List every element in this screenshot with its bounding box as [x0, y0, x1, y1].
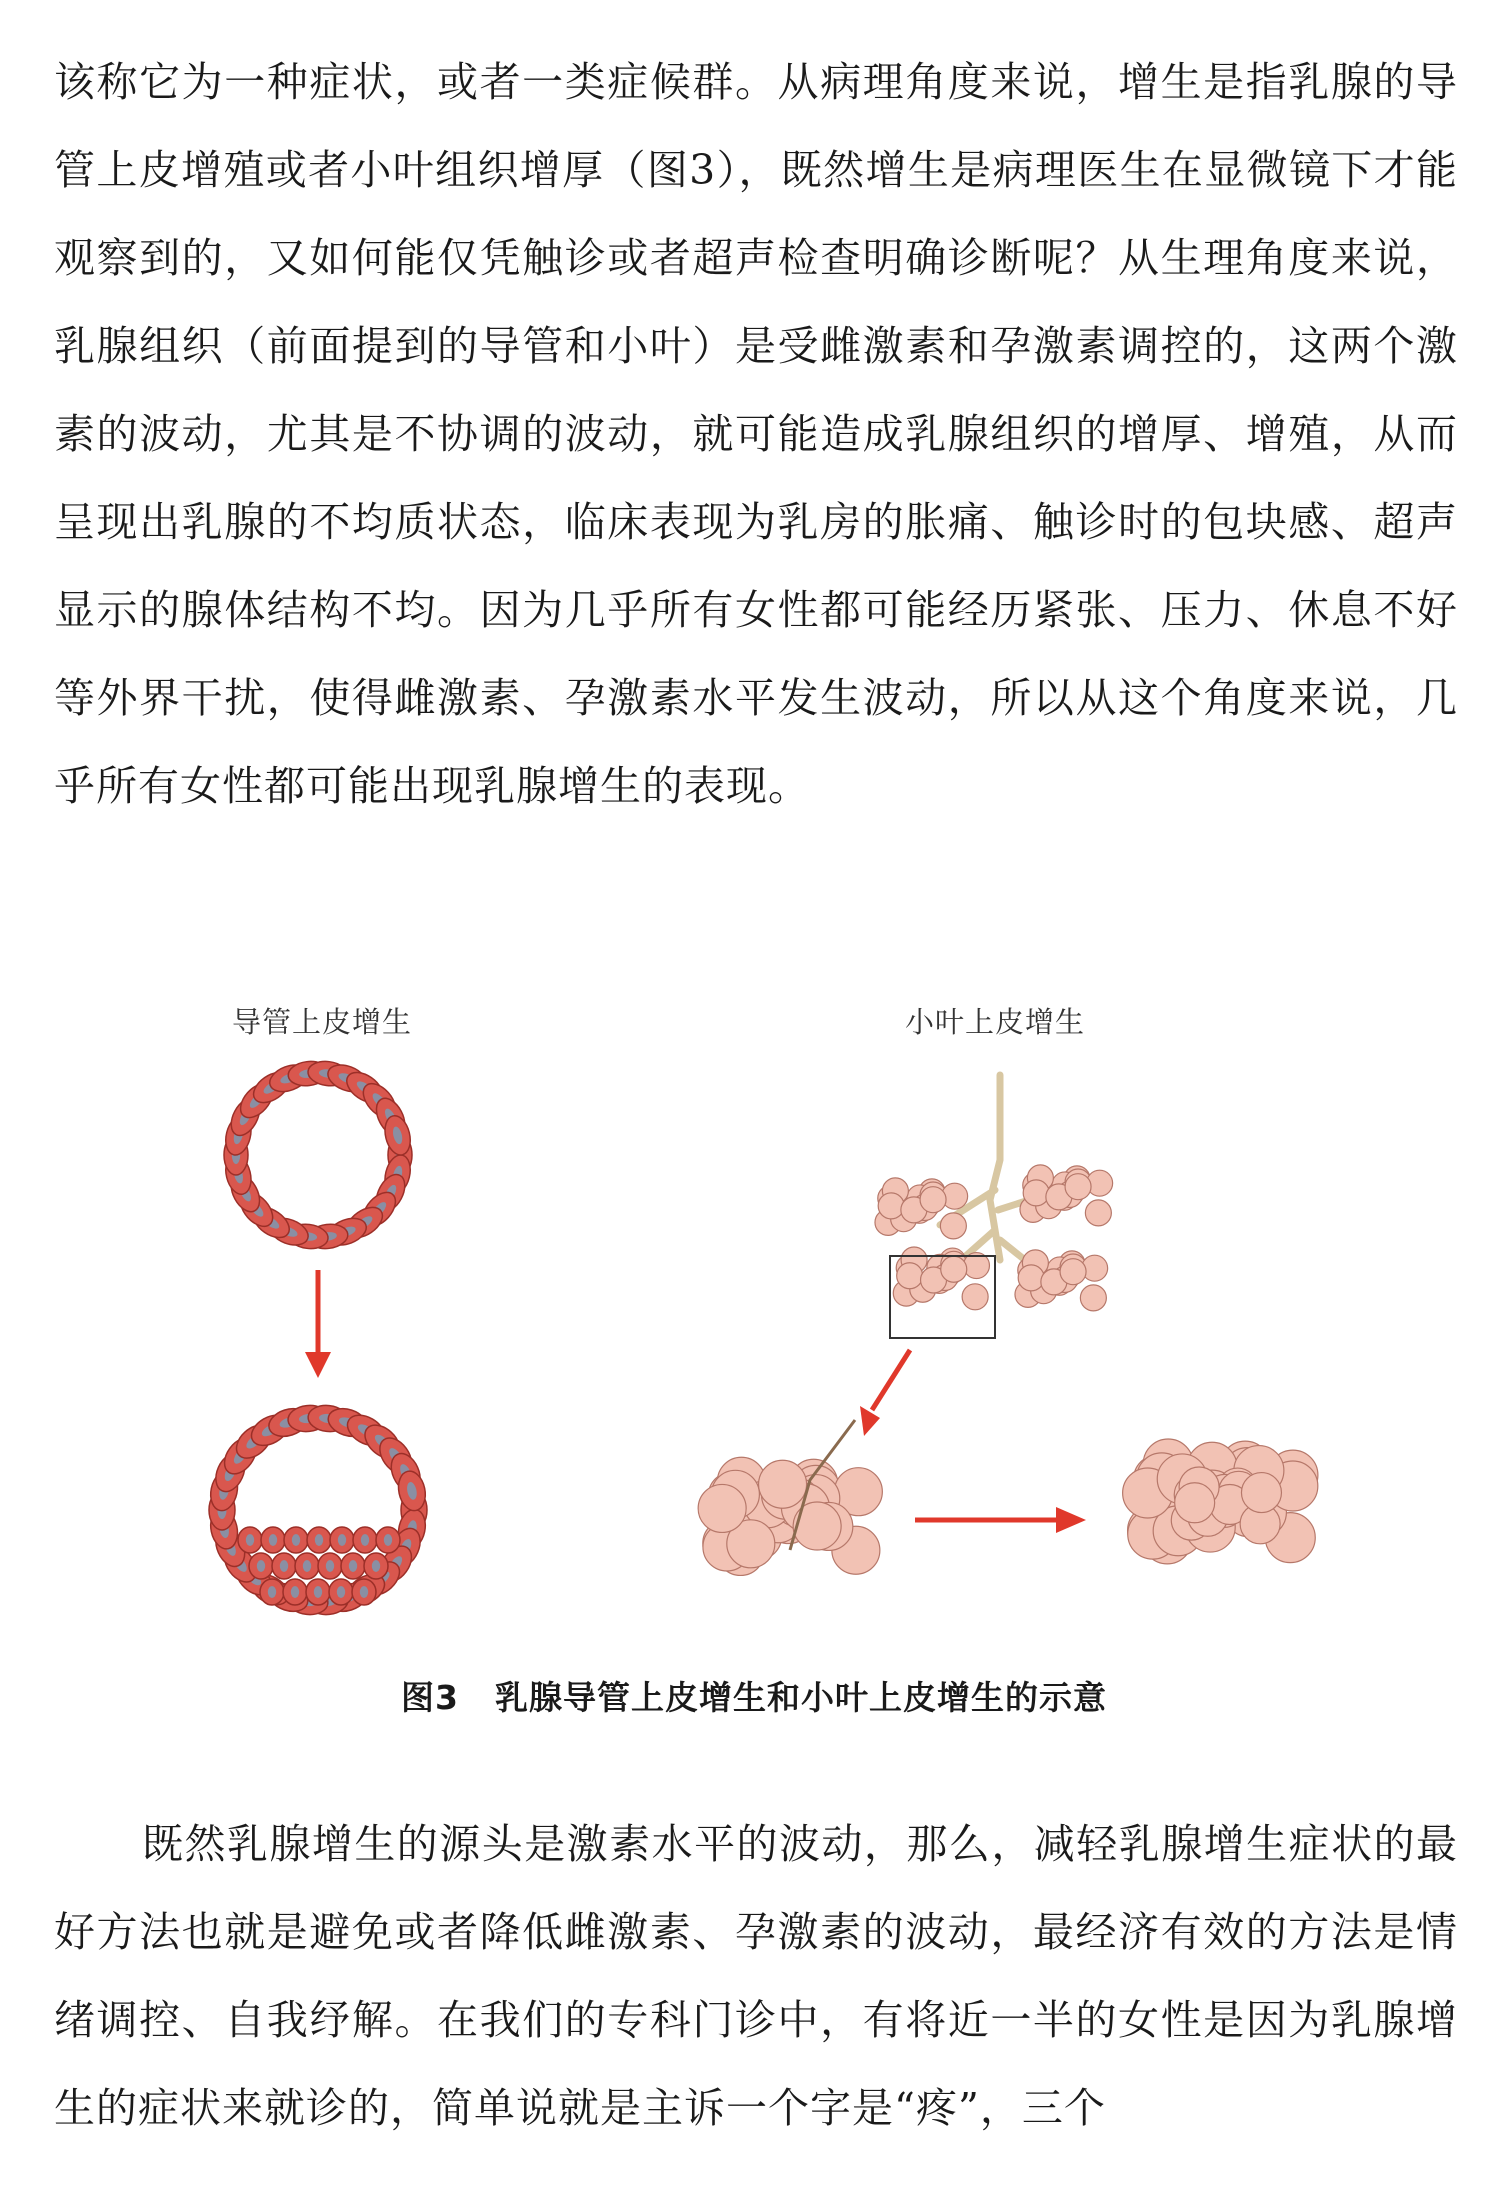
arrow-right-icon	[915, 1507, 1086, 1533]
arrow-diagonal-icon	[860, 1350, 910, 1436]
lobule-zoom-illustration	[698, 1420, 882, 1575]
acinus	[920, 1187, 946, 1213]
acinus	[962, 1284, 988, 1310]
epithelial-cell	[364, 1553, 388, 1579]
lobule-hyperplasia-illustration	[1123, 1439, 1318, 1564]
epithelial-cell	[318, 1553, 342, 1579]
acinus	[759, 1460, 807, 1508]
acinus	[1060, 1259, 1086, 1285]
acinus	[1175, 1483, 1215, 1523]
figure-3	[0, 960, 1508, 1740]
epithelial-cell	[238, 1527, 262, 1553]
epithelial-cell	[352, 1579, 376, 1605]
acinus	[1085, 1200, 1111, 1226]
acinus	[1080, 1285, 1106, 1311]
epithelial-cell	[353, 1527, 377, 1553]
arrow-down-icon	[305, 1270, 331, 1378]
acinus	[940, 1213, 966, 1239]
epithelial-cell	[341, 1553, 365, 1579]
figure-number: 图3	[401, 1678, 459, 1717]
epithelial-cell	[249, 1553, 273, 1579]
acinus	[1241, 1473, 1281, 1513]
epithelial-cell	[329, 1579, 353, 1605]
body-paragraph-1: 该称它为一种症状，或者一类症候群。从病理角度来说，增生是指乳腺的导管上皮增殖或者小叶组织增厚（图3），既然增生是病理医生在显微镜下才能观察到的，又如何能仅凭触诊或者超声检查明确诊断呢？从生理角度来说，乳腺组织（前面提到的导管和小叶）是受雌激素和孕激素调控的，这两个激素的波动，尤其是不协调的波动，就可能造成乳腺组织的增厚、增殖，从而呈现出乳腺的不均质状态，临床表现为乳房的胀痛、触诊时的包块感、超声显示的腺体结构不均。因为几乎所有女性都可能经历紧张、压力、休息不好等外界干扰，使得雌激素、孕激素水平发生波动，所以从这个角度来说，几乎所有女性都可能出现乳腺增生的表现。	[54, 58, 1458, 810]
acinus	[897, 1263, 923, 1289]
epithelial-cell	[295, 1553, 319, 1579]
acinus	[698, 1484, 746, 1532]
acinus	[1023, 1180, 1049, 1206]
epithelial-cell	[330, 1527, 354, 1553]
lobule-tree-illustration	[875, 1075, 1113, 1311]
acinus	[1065, 1174, 1091, 1200]
acinus	[1018, 1265, 1044, 1291]
epithelial-cell	[376, 1527, 400, 1553]
body-paragraph-2: 既然乳腺增生的源头是激素水平的波动，那么，减轻乳腺增生症状的最好方法也就是避免或者降低雌激素、孕激素的波动，最经济有效的方法是情绪调控、自我纾解。在我们的专科门诊中，有将近一半的女性是因为乳腺增生的症状来就诊的，简单说就是主诉一个字是“疼”，三个	[54, 1820, 1458, 2132]
figure-illustration	[0, 960, 1508, 1740]
epithelial-cell	[261, 1527, 285, 1553]
epithelial-cell	[306, 1579, 330, 1605]
label-lobular-hyperplasia: 小叶上皮增生	[905, 1005, 1086, 1039]
normal-duct-illustration	[222, 1059, 414, 1250]
epithelial-cell	[260, 1579, 284, 1605]
acinus	[941, 1256, 967, 1282]
acinus	[878, 1193, 904, 1219]
epithelial-cell	[283, 1579, 307, 1605]
figure-caption	[0, 1672, 1508, 1719]
hyperplastic-duct-illustration	[207, 1403, 429, 1616]
epithelial-cell	[284, 1527, 308, 1553]
epithelial-cell	[272, 1553, 296, 1579]
label-ductal-hyperplasia: 导管上皮增生	[232, 1005, 413, 1039]
figure-caption-text: 乳腺导管上皮增生和小叶上皮增生的示意	[494, 1678, 1107, 1717]
epithelial-cell	[307, 1527, 331, 1553]
